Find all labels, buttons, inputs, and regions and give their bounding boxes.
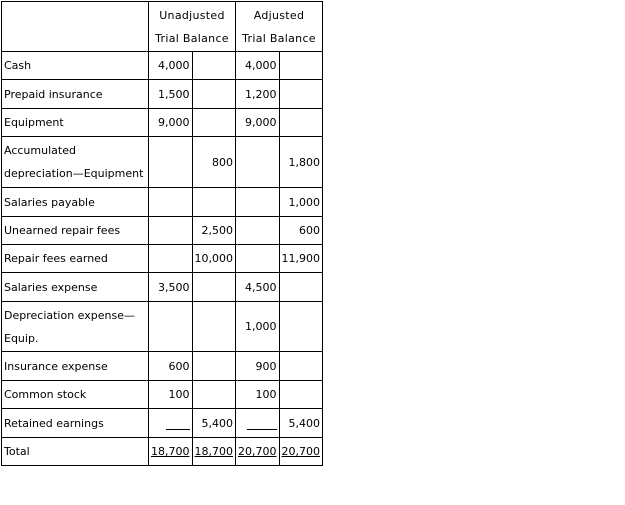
unadjusted-debit — [149, 137, 193, 188]
account-label: Cash — [2, 52, 149, 80]
account-label: Unearned repair fees — [2, 217, 149, 245]
adjusted-debit: 900 — [236, 352, 280, 381]
adjusted-debit-total — [236, 438, 280, 466]
blank-underline — [166, 417, 190, 430]
adjusted-credit: 1,800 — [279, 137, 323, 188]
table-row — [2, 409, 323, 438]
adjusted-credit — [279, 381, 323, 409]
table-row — [2, 352, 323, 381]
adjusted-credit — [279, 52, 323, 80]
unadjusted-credit: 5,400 — [192, 409, 236, 438]
unadjusted-debit — [149, 217, 193, 245]
adjusted-credit-total — [279, 438, 323, 466]
unadjusted-credit — [192, 352, 236, 381]
adjusted-credit — [279, 273, 323, 302]
table-row — [2, 109, 323, 137]
unadjusted-debit: 600 — [149, 352, 193, 381]
adjusted-debit — [236, 137, 280, 188]
account-label-line1: Accumulated — [4, 144, 76, 157]
unadjusted-credit — [192, 381, 236, 409]
adjusted-credit — [279, 302, 323, 352]
account-label: Retained earnings — [2, 409, 149, 438]
header-row — [2, 2, 323, 52]
unadjusted-credit — [192, 188, 236, 217]
table-row — [2, 188, 323, 217]
adjusted-debit — [236, 245, 280, 273]
account-label: Salaries payable — [2, 188, 149, 217]
unadjusted-debit — [149, 409, 193, 438]
unadjusted-debit: 1,500 — [149, 80, 193, 109]
unadjusted-credit-total — [192, 438, 236, 466]
unadjusted-credit: 10,000 — [192, 245, 236, 273]
adjusted-debit: 9,000 — [236, 109, 280, 137]
unadjusted-credit — [192, 109, 236, 137]
unadjusted-debit: 4,000 — [149, 52, 193, 80]
adjusted-credit — [279, 109, 323, 137]
adjusted-credit: 1,000 — [279, 188, 323, 217]
total-row — [2, 438, 323, 466]
unadjusted-credit — [192, 52, 236, 80]
adjusted-credit: 600 — [279, 217, 323, 245]
blank-underline — [247, 417, 277, 430]
table-row — [2, 245, 323, 273]
total-value: 18,700 — [151, 445, 190, 458]
table-row — [2, 137, 323, 188]
account-label — [2, 302, 149, 352]
account-label — [2, 137, 149, 188]
adjusted-debit: 4,000 — [236, 52, 280, 80]
adjusted-credit — [279, 352, 323, 381]
account-label-line2: Equip. — [4, 331, 39, 345]
adjusted-debit — [236, 409, 280, 438]
adjusted-credit — [279, 80, 323, 109]
table-row — [2, 302, 323, 352]
unadjusted-debit — [149, 245, 193, 273]
adjusted-debit: 4,500 — [236, 273, 280, 302]
unadjusted-header — [149, 2, 236, 52]
unadjusted-debit: 100 — [149, 381, 193, 409]
unadjusted-credit — [192, 273, 236, 302]
account-label: Prepaid insurance — [2, 80, 149, 109]
unadjusted-credit — [192, 80, 236, 109]
account-label: Repair fees earned — [2, 245, 149, 273]
table-row — [2, 217, 323, 245]
adjusted-credit: 5,400 — [279, 409, 323, 438]
unadjusted-debit — [149, 188, 193, 217]
unadjusted-credit: 2,500 — [192, 217, 236, 245]
adjusted-debit — [236, 188, 280, 217]
adjusted-debit — [236, 217, 280, 245]
adjusted-credit: 11,900 — [279, 245, 323, 273]
account-label: Common stock — [2, 381, 149, 409]
account-label: Salaries expense — [2, 273, 149, 302]
table-row — [2, 52, 323, 80]
adjusted-debit: 1,200 — [236, 80, 280, 109]
unadjusted-credit: 800 — [192, 137, 236, 188]
unadjusted-debit: 9,000 — [149, 109, 193, 137]
adjusted-header-line2: Trial Balance — [242, 31, 316, 45]
trial-balance-table — [1, 1, 323, 466]
adjusted-header-line1: Adjusted — [253, 8, 305, 22]
table-row — [2, 381, 323, 409]
total-value: 20,700 — [238, 445, 277, 458]
account-label: Equipment — [2, 109, 149, 137]
total-label: Total — [2, 438, 149, 466]
total-value: 20,700 — [281, 445, 320, 458]
account-label-line2: depreciation—Equipment — [4, 167, 144, 180]
unadjusted-debit-total — [149, 438, 193, 466]
adjusted-header — [236, 2, 323, 52]
unadjusted-debit: 3,500 — [149, 273, 193, 302]
unadjusted-debit — [149, 302, 193, 352]
header-empty-cell — [2, 2, 149, 52]
unadjusted-header-line1: Unadjusted — [159, 8, 225, 22]
table-row — [2, 80, 323, 109]
account-label-line1: Depreciation expense— — [4, 308, 135, 322]
adjusted-debit: 100 — [236, 381, 280, 409]
total-value: 18,700 — [194, 445, 233, 458]
adjusted-debit: 1,000 — [236, 302, 280, 352]
unadjusted-credit — [192, 302, 236, 352]
account-label: Insurance expense — [2, 352, 149, 381]
unadjusted-header-line2: Trial Balance — [155, 31, 229, 45]
table-row — [2, 273, 323, 302]
